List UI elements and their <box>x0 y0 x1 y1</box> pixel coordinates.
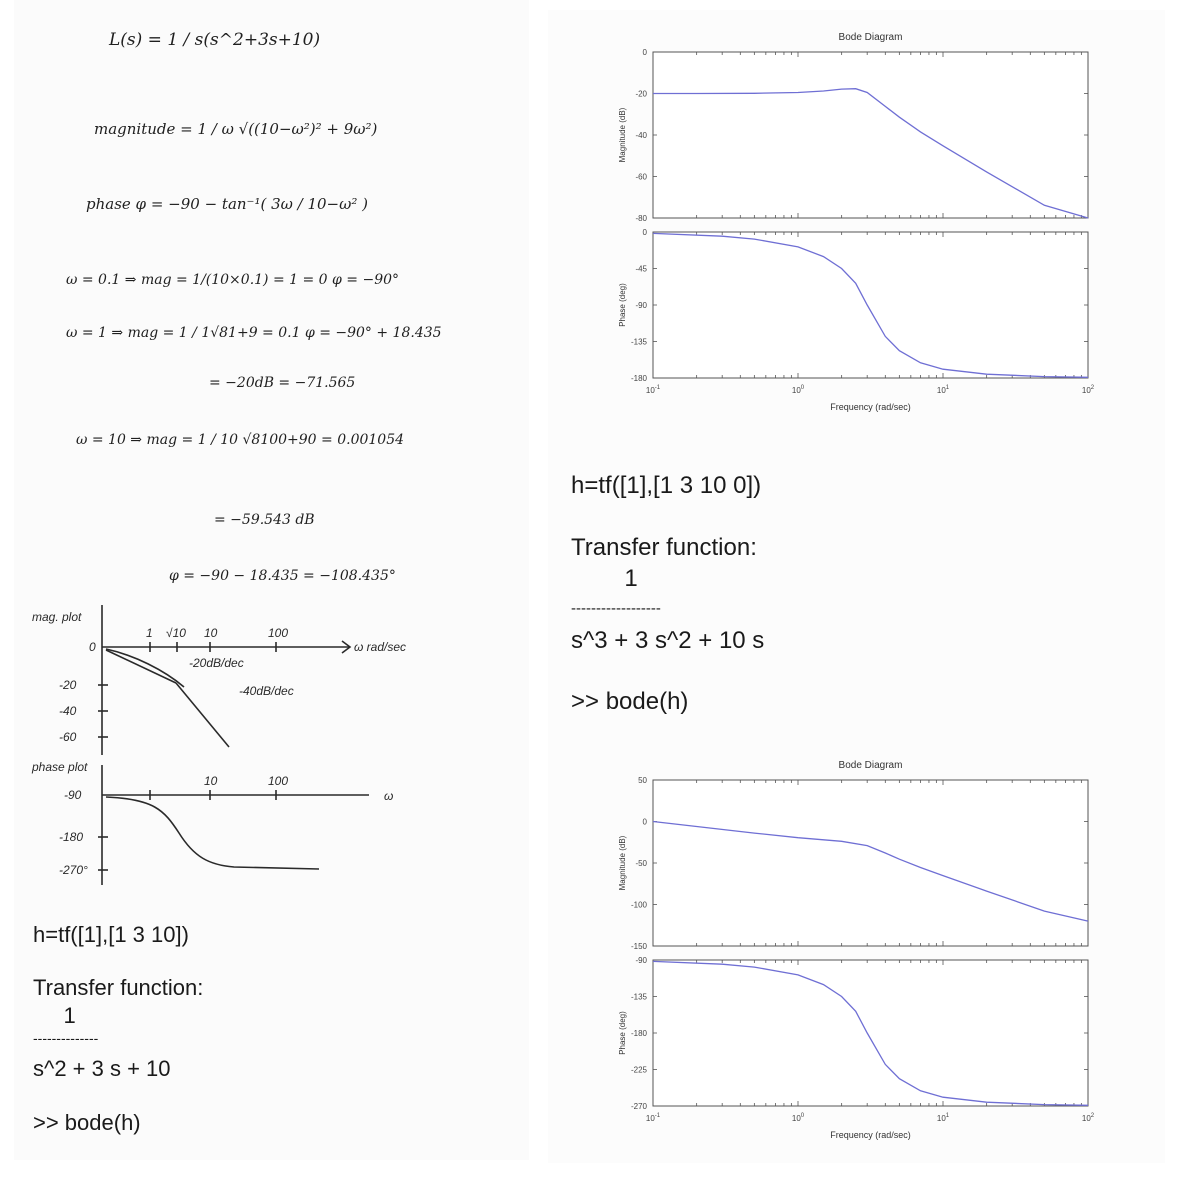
left-tf-title: Transfer function: <box>33 975 204 1000</box>
bode1-xtick-label-3: $10^2$ <box>1081 385 1095 395</box>
bode2-phase-ytick-label: -135 <box>630 992 647 1002</box>
sketch-omega-label2: ω <box>384 789 394 803</box>
note-line-8: = −59.543 dB <box>214 512 315 528</box>
bode1-xtick-label-0: $10^{-1}$ <box>645 385 661 395</box>
note-line-7: ω = 10 ⇒ mag = 1 / 10 √8100+90 = 0.001054 <box>76 432 405 448</box>
sketch-phase-90: -90 <box>64 788 82 802</box>
bode1-phase-ytick-label: -180 <box>630 374 647 383</box>
bode-diagram-2 <box>548 748 1165 1148</box>
right-tf-bar: ------------------ <box>571 600 661 617</box>
bode1-magnitude-ylabel: Magnitude (dB) <box>618 107 627 163</box>
sketch-phase-180: -180 <box>59 830 84 844</box>
bode2-magnitude-ytick-label: -50 <box>635 859 647 868</box>
right-command: h=tf([1],[1 3 10 0]) <box>571 472 762 499</box>
bode1-magnitude-ytick-label: -40 <box>635 131 647 140</box>
sketch-mag-20: -20 <box>59 678 77 692</box>
sketch-mag-label: mag. plot <box>32 610 82 624</box>
note-line-4: ω = 0.1 ⇒ mag = 1/(10×0.1) = 1 = 0 φ = −90° <box>66 272 400 288</box>
right-tf-title: Transfer function: <box>571 534 757 561</box>
sketch-tick-10: 10 <box>204 626 218 640</box>
bode1-xtick-label-2: $10^1$ <box>936 385 950 395</box>
bode2-phase-ytick-label: -90 <box>635 956 647 965</box>
bode2-xlabel: Frequency (rad/sec) <box>830 1130 911 1140</box>
bode2-magnitude-frame <box>653 780 1088 946</box>
bode2-magnitude-ytick-label: -150 <box>630 942 647 951</box>
sketch-phase-270: -270° <box>59 863 88 877</box>
left-tf-bar: -------------- <box>33 1030 99 1046</box>
bode-diagram-1 <box>548 20 1165 425</box>
matlab-output-panel <box>548 10 1165 1163</box>
note-line-6: = −20dB = −71.565 <box>209 375 356 391</box>
bode2-xtick-label-2: $10^1$ <box>936 1113 950 1123</box>
note-line-9: φ = −90 − 18.435 = −108.435° <box>169 568 396 584</box>
bode1-magnitude-ytick-label: -60 <box>635 172 647 182</box>
bode2-magnitude-ytick-label: 0 <box>642 817 647 827</box>
sketch-tick-100: 100 <box>268 626 289 640</box>
sketch-mag-40: -40 <box>59 704 77 718</box>
sketch-phase-label: phase plot <box>32 760 88 774</box>
note-line-1: L(s) = 1 / s(s^2+3s+10) <box>109 30 321 50</box>
bode1-phase-ytick-label: 0 <box>642 228 647 237</box>
note-line-5: ω = 1 ⇒ mag = 1 / 1√81+9 = 0.1 φ = −90° + 18.435 <box>66 325 442 341</box>
bode2-phase-frame <box>653 960 1088 1106</box>
bode2-magnitude-ytick-label: -100 <box>630 900 647 910</box>
bode2-xtick-label-1: $10^0$ <box>791 1113 805 1123</box>
sketch-phase-tick-10: 10 <box>204 774 218 788</box>
bode2-phase-ytick-label: -225 <box>630 1065 647 1075</box>
right-tf-denominator: s^3 + 3 s^2 + 10 s <box>571 627 765 654</box>
bode1-phase-ytick-label: -135 <box>630 337 647 347</box>
left-tf-denominator: s^2 + 3 s + 10 <box>33 1056 171 1081</box>
left-command: h=tf([1],[1 3 10]) <box>33 922 189 947</box>
bode1-magnitude-ytick-label: 0 <box>642 48 647 57</box>
bode1-phase-ytick-label: -90 <box>635 301 647 310</box>
bode1-xtick-label-1: $10^0$ <box>791 385 805 395</box>
bode1-phase-frame <box>653 232 1088 378</box>
bode2-magnitude-ytick-label: 50 <box>638 776 647 785</box>
bode2-xtick-label-3: $10^2$ <box>1081 1113 1095 1123</box>
bode1-phase-ytick-label: -45 <box>635 264 647 274</box>
bode2-phase-ylabel: Phase (deg) <box>618 1011 627 1055</box>
bode2-magnitude-ylabel: Magnitude (dB) <box>618 835 627 891</box>
sketch-omega-label: ω rad/sec <box>354 640 407 654</box>
note-line-2: magnitude = 1 / ω √((10−ω²)² + 9ω²) <box>94 120 378 138</box>
sketch-tick-1: 1 <box>146 626 153 640</box>
sketch-tick-sqrt10: √10 <box>166 626 186 640</box>
handwritten-notes-panel <box>14 0 529 1160</box>
right-prompt: >> bode(h) <box>571 688 689 715</box>
note-line-3: phase φ = −90 − tan⁻¹( 3ω / 10−ω² ) <box>86 195 368 213</box>
sketch-slope1: -20dB/dec <box>189 656 244 670</box>
bode2-phase-ytick-label: -180 <box>630 1029 647 1038</box>
bode2-title: Bode Diagram <box>838 760 903 771</box>
left-prompt: >> bode(h) <box>33 1110 141 1135</box>
sketch-mag-0: 0 <box>89 640 96 654</box>
bode1-magnitude-ytick-label: -80 <box>635 214 647 223</box>
bode1-phase-ylabel: Phase (deg) <box>618 283 627 327</box>
left-tf-numerator: 1 <box>33 1003 76 1028</box>
bode2-phase-ytick-label: -270 <box>630 1102 647 1111</box>
sketch-slope2: -40dB/dec <box>239 684 294 698</box>
right-tf-numerator: 1 <box>571 565 638 592</box>
hand-sketch-bode <box>14 595 529 895</box>
sketch-phase-tick-100: 100 <box>268 774 289 788</box>
bode1-magnitude-ytick-label: -20 <box>635 89 647 99</box>
sketch-mag-60: -60 <box>59 730 77 744</box>
bode1-xlabel: Frequency (rad/sec) <box>830 402 911 412</box>
bode1-title: Bode Diagram <box>838 32 903 43</box>
bode2-xtick-label-0: $10^{-1}$ <box>645 1113 661 1123</box>
